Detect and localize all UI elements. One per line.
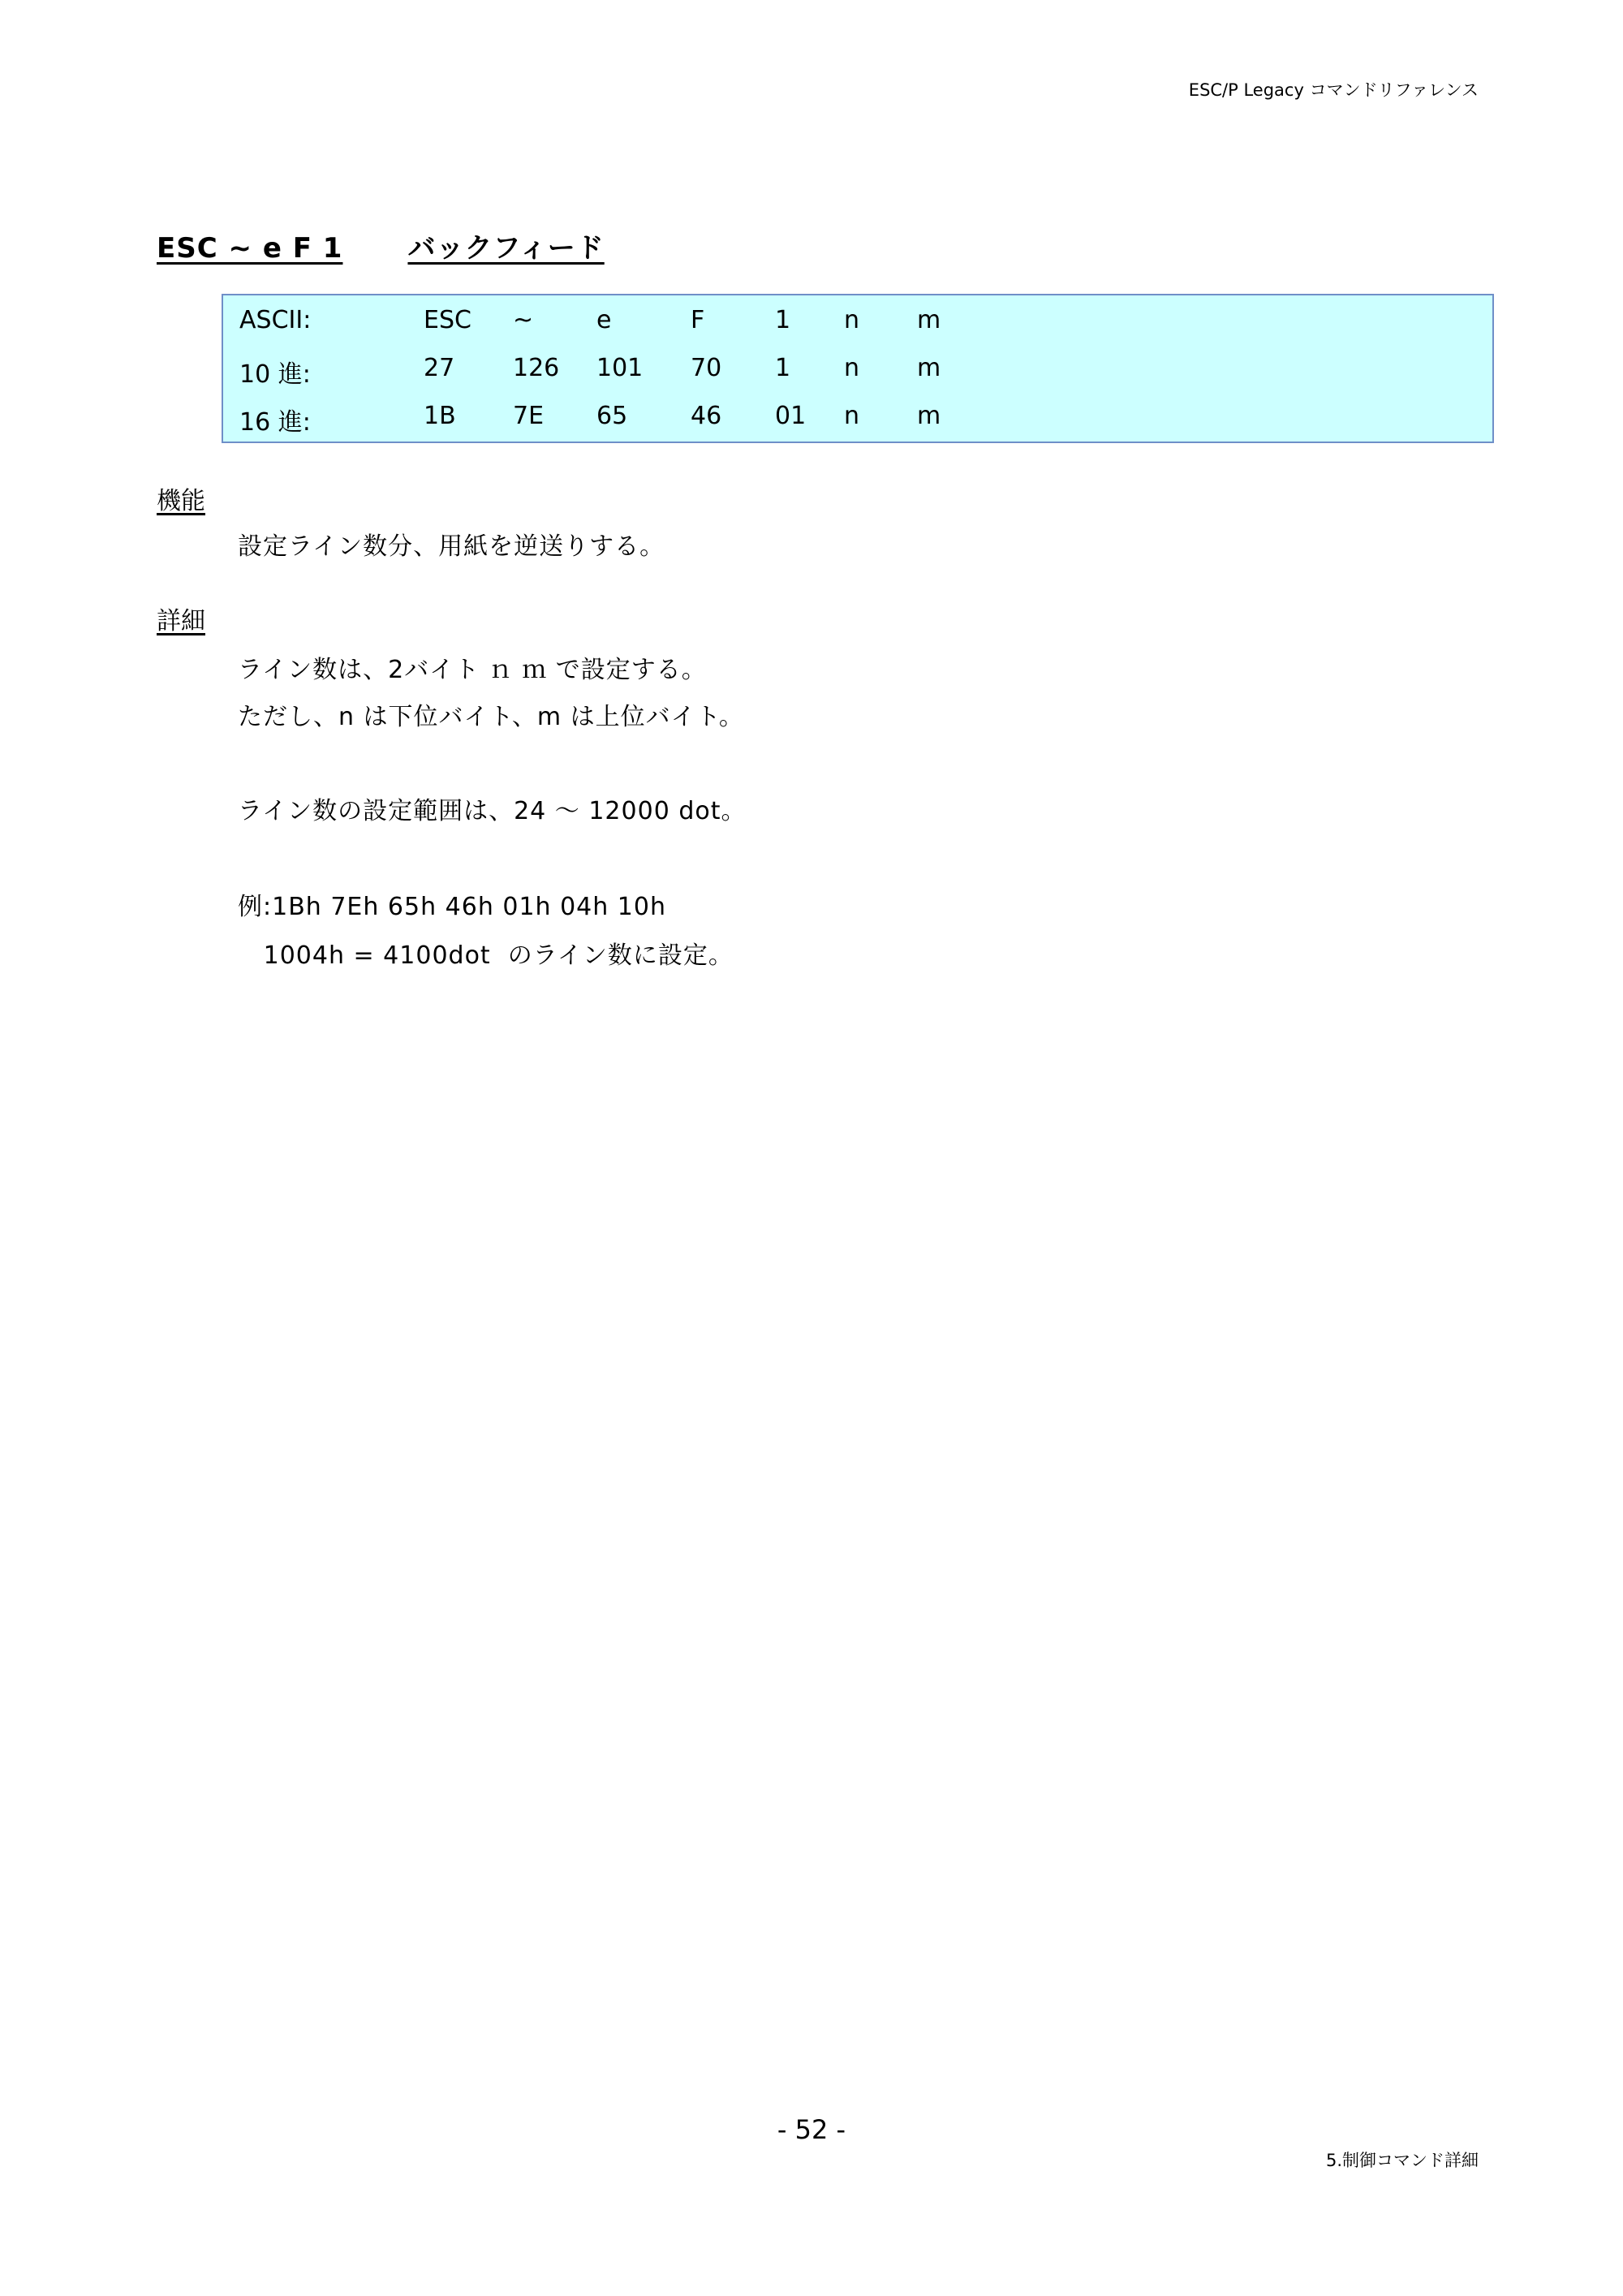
code-cell: F [691, 306, 705, 334]
code-cell: n [844, 306, 860, 334]
page-number: - 52 - [777, 2114, 846, 2145]
code-cell: 1B [424, 402, 456, 430]
code-cell: 1 [775, 306, 791, 334]
code-cell: ASCII: [239, 306, 312, 334]
code-row-hex [223, 394, 1492, 441]
code-cell: 126 [513, 354, 560, 382]
code-row-ascii [223, 298, 1492, 345]
command-code-table [222, 294, 1494, 443]
code-cell: ESC [424, 306, 471, 334]
code-cell: 7E [513, 402, 545, 430]
running-header: ESC/P Legacy コマンドリファレンス [1188, 80, 1479, 100]
section-footer: 5.制御コマンド詳細 [1325, 2151, 1479, 2170]
code-cell: 46 [691, 402, 722, 430]
detail-heading: 詳細 [157, 607, 205, 635]
code-cell: 27 [424, 354, 455, 382]
code-cell: 01 [775, 402, 807, 430]
code-cell: n [844, 402, 860, 430]
code-cell: 10 進: [239, 360, 311, 389]
function-text: 設定ライン数分、用紙を逆送りする。 [238, 532, 665, 561]
command-name: バックフィード [407, 232, 605, 265]
code-cell: 1 [775, 354, 791, 382]
code-cell: e [596, 306, 612, 334]
code-row-decimal [223, 346, 1492, 393]
detail-line: ライン数の設定範囲は、24 〜 12000 dot。 [238, 797, 747, 825]
command-code: ESC ~ e F 1 [157, 232, 343, 265]
detail-line: ただし、n は下位バイト、m は上位バイト。 [238, 703, 744, 731]
example-line: 1004h = 4100dot のライン数に設定。 [238, 941, 734, 970]
code-cell: 65 [596, 402, 628, 430]
code-cell: ~ [513, 306, 534, 334]
code-cell: 70 [691, 354, 722, 382]
code-cell: 101 [596, 354, 644, 382]
command-title [157, 226, 605, 265]
function-heading: 機能 [157, 487, 205, 515]
example-line: 例:1Bh 7Eh 65h 46h 01h 04h 10h [238, 893, 666, 921]
code-cell: m [917, 306, 941, 334]
code-cell: m [917, 402, 941, 430]
code-cell: m [917, 354, 941, 382]
code-cell: n [844, 354, 860, 382]
code-cell: 16 進: [239, 408, 311, 437]
detail-line: ライン数は、2バイト ｎ ｍ で設定する。 [238, 656, 707, 684]
